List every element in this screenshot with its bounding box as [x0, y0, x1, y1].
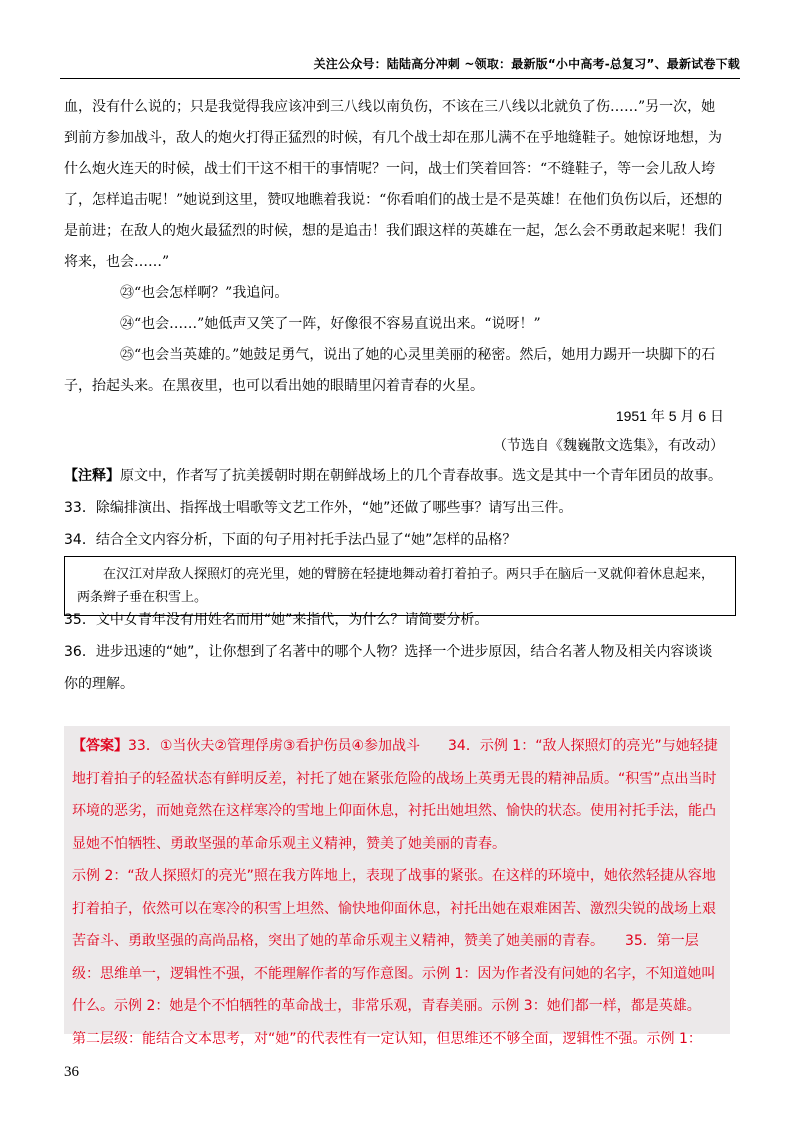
questions-section-2: [64, 604, 724, 700]
question-34-quote-box: 在汉江对岸敌人探照灯的亮光里，她的臂膀在轻捷地舞动着打着拍子。两只手在脑后一叉就仰着休息起来，两条辫子垂在积雪上。: [64, 556, 736, 616]
question-34: 34．结合全文内容分析，下面的句子用衬托手法凸显了“她”怎样的品格？: [64, 532, 517, 548]
answer-paragraph-1: [72, 730, 722, 860]
answer-tag: 【答案】: [72, 738, 128, 754]
story-source: （节选自《魏巍散文选集》，有改动）: [493, 438, 724, 454]
note: [64, 460, 724, 492]
story-date: 1951 年 5 月 6 日: [615, 408, 724, 424]
question-35: 35．文中女青年没有用姓名而用“她”来指代，为什么？请简要分析。: [64, 612, 489, 628]
page-number: 36: [64, 1064, 79, 1080]
answer-panel: [64, 726, 730, 1047]
questions-section: [64, 460, 724, 556]
story-paragraph-1: 血，没有什么说的；只是我觉得我应该冲到三八线以南负伤，不该在三八线以北就负了伤……”另一次，她到前方参加战斗，敌人的炮火打得正猛烈的时候，有几个战士却在那儿满不在乎地缝鞋子。她惊讶地想，为什么炮火连天的时候，战士们干这不相干的事情呢？一问，战士们笑着回答：“不缝鞋子，等一会儿敌人垮了，怎样追击呢！”她说到这里，赞叹地瞧着我说：“你看咱们的战士是不是英雄！在他们负伤以后，还想的是前进；在敌人的炮火最猛烈的时候，想的是追击！我们跟这样的英雄在一起，怎么会不勇敢起来呢！我们将来，也会……”: [64, 99, 723, 270]
story-paragraph-25: ㉕“也会当英雄的。”她鼓足勇气，说出了她的心灵里美丽的秘密。然后，她用力踢开一块脚下的石子，抬起头来。在黑夜里，也可以看出她的眼睛里闪着青春的火星。: [64, 347, 716, 394]
answer-paragraph-2: 示例 2：“敌人探照灯的亮光”照在我方阵地上，表现了战事的紧张。在这样的环境中，她依然轻捷从容地打着拍子，依然可以在寒冷的积雪上坦然、愉快地仰面休息，衬托出她在艰难困苦、激烈尖锐的战场上艰苦奋斗、勇敢坚强的高尚品格，突出了她的革命乐观主义精神，赞美了她美丽的青春。 35．第一层级：思维单一，逻辑性不强，不能理解作者的写作意图。示例 1：因为作者没有问她的名字，不知道她叫什么。示例 2：她是个不怕牺牲的革命战士，非常乐观，青春美丽。示例 3：她们都一样，都是英雄。: [72, 868, 716, 1014]
story-excerpt: [64, 92, 724, 402]
answer-text-1: 33．①当伙夫②管理俘虏③看护伤员④参加战斗 34．示例 1：“敌人探照灯的亮光”与她轻捷地打着拍子的轻盈状态有鲜明反差，衬托了她在紧张危险的战场上英勇无畏的精神品质。“积雪”点出当时环境的恶劣，而她竟然在这样寒冷的雪地上仰面休息，衬托出她坦然、愉快的状态。使用衬托手法，能凸显她不怕牺牲、勇敢坚强的革命乐观主义精神，赞美了她美丽的青春。: [72, 738, 718, 852]
story-paragraph-24: ㉔“也会……”她低声又笑了一阵，好像很不容易直说出来。“说呀！”: [120, 316, 541, 332]
story-paragraph-23: ㉓“也会怎样啊？”我追问。: [120, 285, 289, 301]
header-divider: [60, 78, 740, 79]
question-33: 33．除编排演出、指挥战士唱歌等文艺工作外，“她”还做了哪些事？请写出三件。: [64, 500, 573, 516]
note-text: 原文中，作者写了抗美援朝时期在朝鲜战场上的几个青春故事。选文是其中一个青年团员的故事。: [120, 468, 722, 484]
answer-paragraph-3: 第二层级：能结合文本思考，对“她”的代表性有一定认知，但思维还不够全面，逻辑性不强。示例 1：: [72, 1030, 702, 1047]
page-header: 关注公众号：陆陆高分冲刺 ~领取：最新版“小中高考-总复习”、最新试卷下载: [313, 57, 740, 71]
question-36: 36．进步迅速的“她”，让你想到了名著中的哪个人物？选择一个进步原因，结合名著人物及相关内容谈谈你的理解。: [64, 644, 713, 692]
note-label: 【注释】: [64, 468, 120, 484]
